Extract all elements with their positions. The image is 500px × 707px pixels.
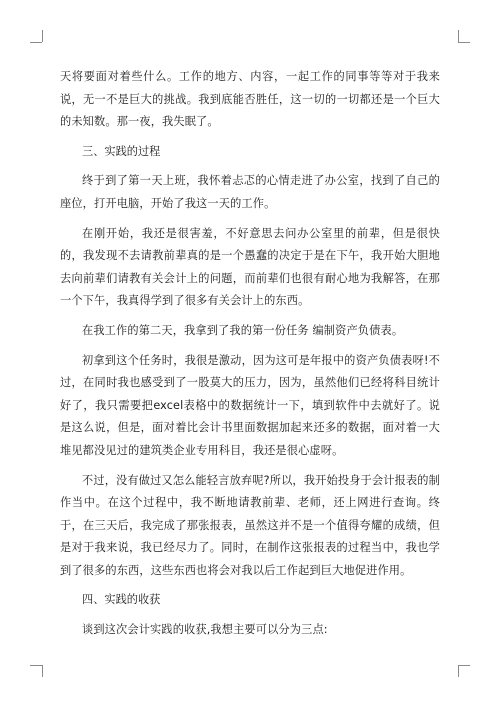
paragraph-first-day: 终于到了第一天上班，我怀着忐忑的心情走进了办公室，找到了自己的座位，打开电脑，开始了我这一天的工作。 [60, 174, 440, 210]
crop-mark-top-right-v [458, 30, 459, 42]
crop-mark-top-left-h [30, 42, 42, 43]
crop-mark-bottom-right-v [458, 665, 459, 677]
document-body [60, 66, 440, 642]
section-heading-gains: 四、实践的收获 [82, 593, 161, 607]
paragraph-completing-report: 不过，没有做过又怎么能轻言放弃呢?所以，我开始投身于会计报表的制作当中。在这个过程中，我不断地请教前辈、老师，还上网进行查询。终于，在三天后，我完成了那张报表，虽然这并不是一个值得夸耀的成绩，但是对于我来说，我已经尽力了。同时，在制作这张报表的过程当中，我也学到了很多的东西，这些东西也将会对我以后工作起到巨大地促进作用。 [60, 473, 440, 577]
crop-mark-bottom-left-v [42, 665, 43, 677]
crop-mark-top-left-v [42, 30, 43, 42]
paragraph-balance-sheet: 初拿到这个任务时，我很是激动，因为这可是年报中的资产负债表呀!不过，在同时我也感受到了一股莫大的压力，因为，虽然他们已经将科目统计好了，我只需要把excel表格中的数据统计一下，填到软件中去就好了。说是这么说，但是，面对着比会计书里面数据加起来还多的数据，面对着一大堆见都没见过的建筑类企业专用科目，我还是很心虚呀。 [60, 353, 440, 457]
section-heading-process: 三、实践的过程 [82, 144, 161, 158]
crop-mark-top-right-h [458, 42, 470, 43]
crop-mark-bottom-right-h [458, 665, 470, 666]
paragraph-continuation: 天将要面对着些什么。工作的地方、内容，一起工作的同事等等对于我来说，无一不是巨大的挑战。我到底能否胜任，这一切的一切都还是一个巨大的未知数。那一夜，我失眠了。 [60, 70, 440, 129]
paragraph-first-task: 在我工作的第二天，我拿到了我的第一份任务 编制资产负债表。 [82, 323, 404, 337]
crop-mark-bottom-left-h [30, 665, 42, 666]
paragraph-gains-intro: 谈到这次会计实践的收获,我想主要可以分为三点: [82, 623, 328, 637]
paragraph-asking-seniors: 在刚开始，我还是很害羞，不好意思去问办公室里的前辈，但是很快的，我发现不去请教前辈真的是一个愚蠢的决定于是在下午，我开始大胆地去向前辈们请教有关会计上的问题，而前辈们也很有耐心地为我解答，在那一个下午，我真得学到了很多有关会计上的东西。 [60, 226, 440, 308]
